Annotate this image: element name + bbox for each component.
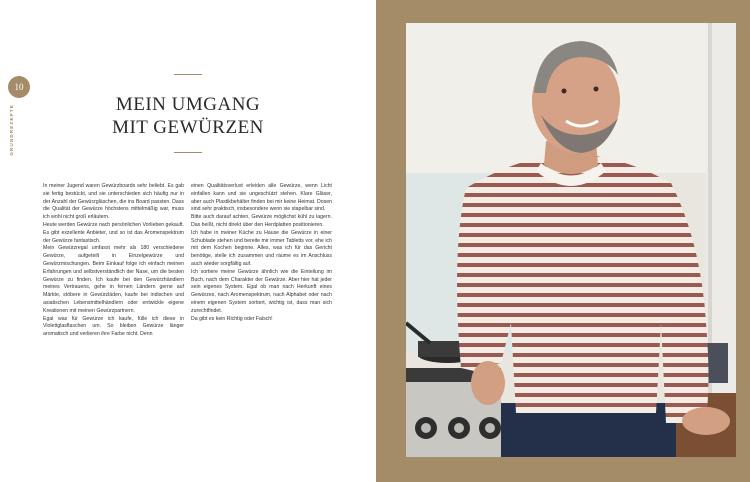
right-page: [376, 0, 750, 482]
page-number-badge: 10: [8, 76, 30, 98]
body-column-left: [43, 183, 184, 339]
body-paragraph: Da gibt es kein Richtig oder Falsch!: [191, 315, 273, 322]
body-paragraph: einen Qualitätsverlust erleiden alle Gewürze, wenn Licht einfallen kann und sie ungeschützt stehen. Klare Gläser, aber auch Plastikbehälter finden bei mir keine Heimat. Dosen sind sehr praktisch, insbesondere wenn sie stapelbar sind.: [191, 183, 332, 213]
page-title-line-1: MEIN UMGANG: [115, 94, 261, 115]
body-paragraph: Ich habe in meiner Küche zu Hause die Gewürze in einer Schublade stehen und bereite mir immer Tabletts vor, ehe ich mit dem Kochen beginne. Alles, was ich für das Gericht benötige, stelle ich zusammen und räume es im Anschluss auch wieder sorgfältig auf.: [191, 229, 332, 267]
body-paragraph: Egal was für Gewürze ich kaufe, fülle ich diese in Violettglasflaschen um. So bleiben Gewürze länger aromatisch und verlieren ihre Farbe nicht. Denn: [43, 315, 184, 338]
title-rule-bottom: [174, 152, 202, 153]
body-column-right: [191, 183, 332, 323]
page-title-line-2: MIT GEWÜRZEN: [112, 117, 264, 138]
body-paragraph: Heute werden Gewürze nach persönlichen Vorlieben gekauft. Es gibt exzellente Anbieter, und so ist das Aromenspektrum der Gewürze fantastisch.: [43, 221, 185, 244]
body-paragraph: Bitte auch darauf achten, Gewürze möglichst kühl zu lagern. Das heißt, nicht direkt über den Herdplatten positionieren.: [191, 214, 332, 228]
section-label: GRUNDREZEPTE: [9, 104, 14, 156]
portrait-photo: [406, 23, 736, 457]
body-paragraph: In meiner Jugend waren Gewürzboards sehr beliebt. Es gab sie fertig bestückt, und sie unterschieden sich häufig nur in der Anzahl der Gewürzgläschen, die ins Board passten. Dass die Qualität der Gewürze höchstens mittelmäßig war, muss ich wohl nicht groß erläutern.: [43, 183, 185, 221]
page-title: [80, 93, 296, 139]
body-paragraph: Mein Gewürzregal umfasst mehr als 180 verschiedene Gewürze, aufgeteilt in Einzelgewürze und Gewürzmischungen. Beim Einkauf folge ich einfach meinen Erfahrungen und selbstverständlich der Nase, um die besten Gewürze zu finden. Ich kaufe bei den Gewürzhändlern meines Vertrauens, gehe in fernen Ländern gerne auf Märkte, stöbere in Gewürzläden, kaufe bei indischen und asiatischen Lebensmittelhändlern oder entwickle eigene Kreationen mit meinen Gewürzpartnern.: [43, 245, 184, 314]
body-paragraph: Ich sortiere meine Gewürze ähnlich wie die Einteilung im Buch, nach dem Charakter der Gewürze. Aber hier hat jeder sein eigenes System. Egal ob man nach Herkunft eines Gewürzes, nach Aromenspektrum, nach Alphabet oder nach einem eigenen System sortiert, wichtig ist, dass man sich zurechtfindet.: [191, 268, 332, 314]
title-rule-top: [174, 74, 202, 75]
